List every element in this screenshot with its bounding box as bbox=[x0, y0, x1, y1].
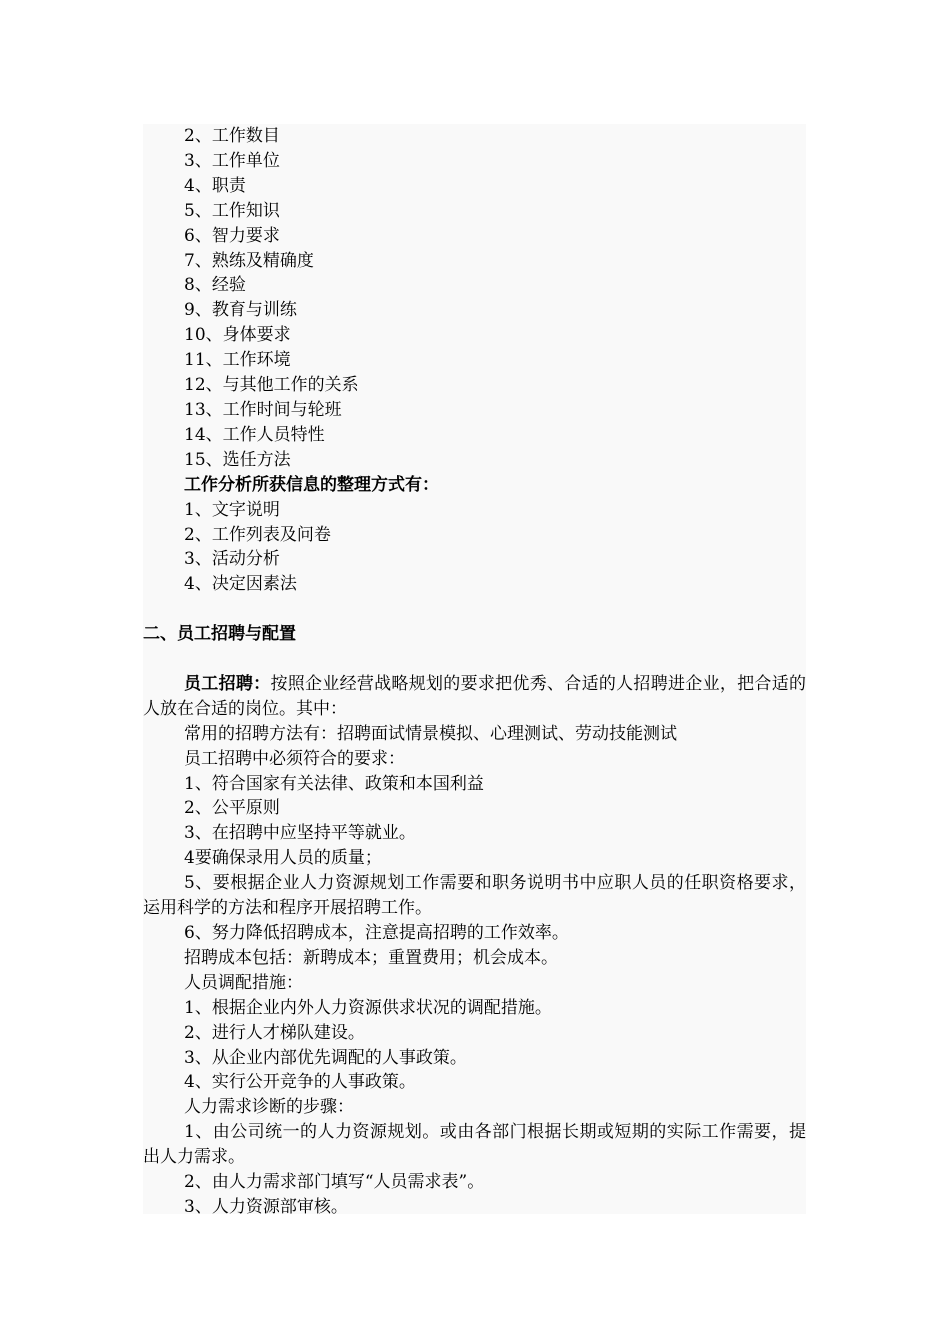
list-item: 9、教育与训练 bbox=[184, 300, 297, 321]
list-item: 11、工作环境 bbox=[184, 350, 291, 371]
list-item: 4、决定因素法 bbox=[184, 574, 297, 595]
list-item: 2、进行人才梯队建设。 bbox=[184, 1022, 365, 1043]
diagnosis-heading: 人力需求诊断的步骤： bbox=[184, 1097, 354, 1118]
list-item: 5、工作知识 bbox=[184, 200, 280, 221]
document-page bbox=[143, 124, 806, 1214]
recruit-term: 员工招聘： bbox=[184, 673, 271, 694]
list-item: 10、身体要求 bbox=[184, 325, 291, 346]
list-item: 1、根据企业内外人力资源供求状况的调配措施。 bbox=[184, 997, 552, 1018]
list-item: 4要确保录用人员的质量； bbox=[184, 848, 382, 869]
list-item: 3、工作单位 bbox=[184, 150, 280, 171]
list-item: 2、工作列表及问卷 bbox=[184, 524, 331, 545]
list-item: 2、工作数目 bbox=[184, 126, 280, 146]
list-item: 14、工作人员特性 bbox=[184, 424, 325, 445]
requirements-heading: 员工招聘中必须符合的要求： bbox=[184, 748, 405, 769]
recruit-definition bbox=[143, 672, 806, 722]
list-item: 6、智力要求 bbox=[184, 225, 280, 246]
list-item: 1、文字说明 bbox=[184, 499, 280, 520]
list-item: 6、努力降低招聘成本，注意提高招聘的工作效率。 bbox=[184, 922, 569, 943]
list-item: 5、要根据企业人力资源规划工作需要和职务说明书中应职人员的任职资格要求，运用科学的方法和程序开展招聘工作。 bbox=[143, 873, 806, 919]
list-item: 8、经验 bbox=[184, 275, 246, 296]
list-item: 2、由人力需求部门填写“人员需求表”。 bbox=[184, 1172, 485, 1193]
list-item: 12、与其他工作的关系 bbox=[184, 375, 359, 396]
section-title: 二、员工招聘与配置 bbox=[143, 624, 296, 645]
spacer bbox=[143, 647, 806, 672]
allocation-heading: 人员调配措施： bbox=[184, 972, 303, 993]
list-item: 13、工作时间与轮班 bbox=[184, 399, 342, 420]
list-item: 4、职责 bbox=[184, 175, 246, 196]
list-item: 3、活动分析 bbox=[184, 549, 280, 570]
list-item: 3、从企业内部优先调配的人事政策。 bbox=[184, 1047, 467, 1068]
list-item: 7、熟练及精确度 bbox=[184, 250, 314, 271]
list-item: 3、在招聘中应坚持平等就业。 bbox=[184, 823, 416, 844]
list-item: 3、人力资源部审核。 bbox=[184, 1196, 348, 1214]
recruit-text: 按照企业经营战略规划的要求把优秀、合适的人招聘进企业，把合适的人放在合适的岗位。其中： bbox=[143, 673, 806, 719]
list-item: 1、由公司统一的人力资源规划。或由各部门根据长期或短期的实际工作需要，提出人力需求。 bbox=[143, 1122, 806, 1168]
methods-line: 常用的招聘方法有：招聘面试情景模拟、心理测试、劳动技能测试 bbox=[184, 723, 677, 744]
spacer bbox=[143, 597, 806, 622]
organize-heading: 工作分析所获信息的整理方式有： bbox=[184, 474, 439, 495]
list-item: 4、实行公开竞争的人事政策。 bbox=[184, 1072, 416, 1093]
list-item: 15、选任方法 bbox=[184, 449, 291, 470]
list-item: 2、公平原则 bbox=[184, 798, 280, 819]
cost-line: 招聘成本包括：新聘成本；重置费用；机会成本。 bbox=[184, 947, 558, 968]
list-item: 1、符合国家有关法律、政策和本国利益 bbox=[184, 773, 484, 794]
